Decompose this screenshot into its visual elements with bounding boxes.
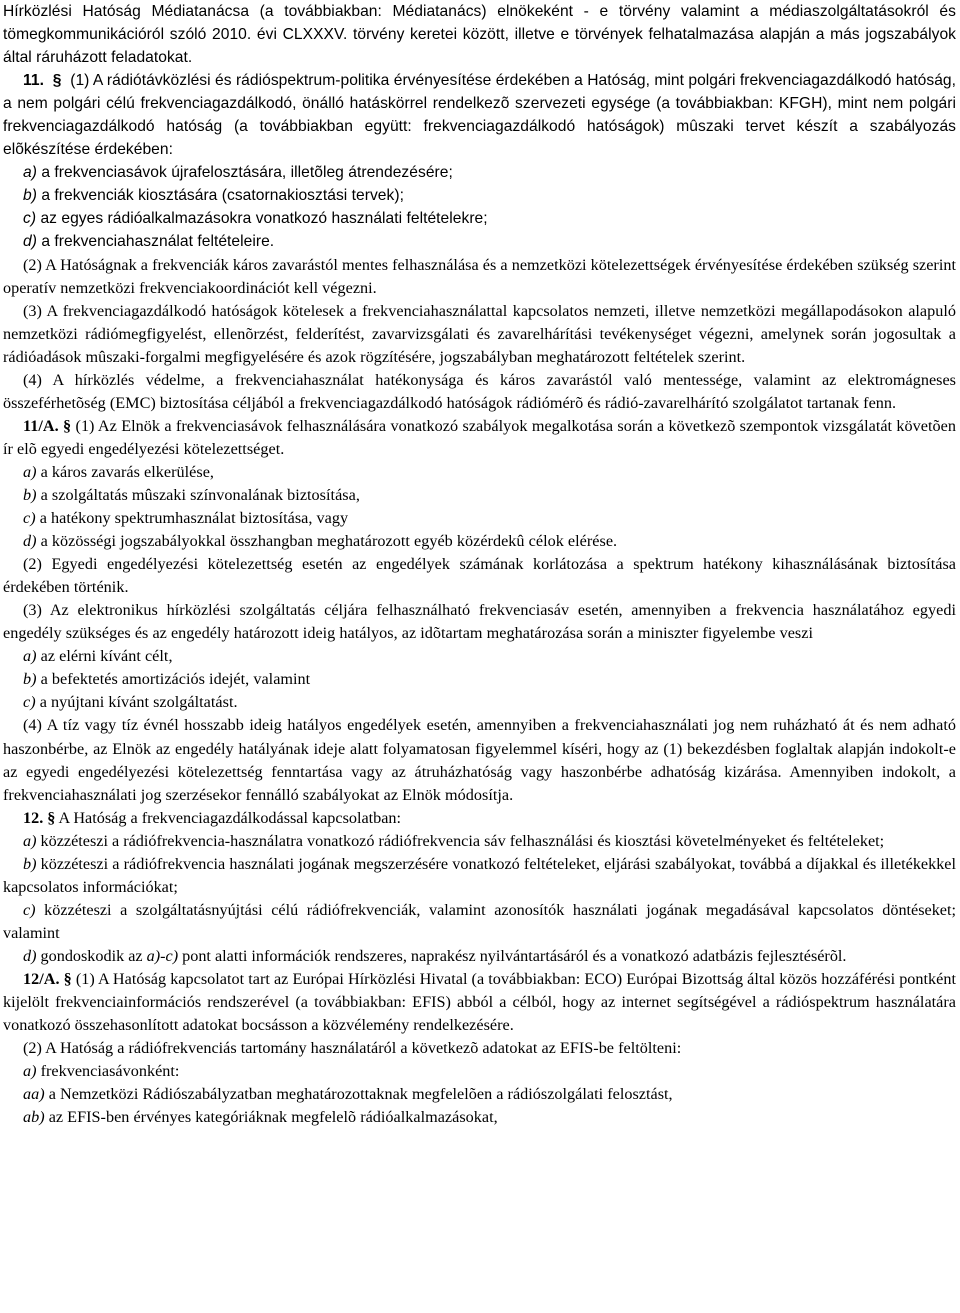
intro-text: Hírközlési Hatóság Médiatanácsa (a továbbiakban: Médiatanács) elnökeként - e törvény valamint a médiaszolgáltatásokról és tömegkommunikációról szóló 2010. évi CLXXXV. törvény keretei között, illetve e törvények felhatalmazása alapján a más jogszabályok által ráruházott feladatokat. (3, 3, 956, 67)
section-11-text: (1) A rádiótávközlési és rádióspektrum-politika érvényesítése érdekében a Hatóság, mint polgári frekvenciagazdálkodó hatóság, a nem polgári célú frekvenciagazdálkodó, önálló hatáskörrel rendelkezõ szervezeti egysége (a továbbiakban: KFGH), mint nem polgári frekvenciagazdálkodó hatóság (a továbbiakban együtt: frekvenciagazdálkodó hatóságok) mûszaki tervet készít a szabályozás elõkészítése érdekében: (3, 72, 957, 159)
list-item (3, 161, 956, 184)
list-item (3, 691, 956, 714)
list-item-text: a Nemzetközi Rádiószabályzatban meghatározottaknak megfelelõen a rádiószolgálati felosztást, (44, 1085, 673, 1104)
list-marker: a) (23, 164, 37, 182)
paragraph-text: (1) Az Elnök a frekvenciasávok felhasználására vonatkozó szabályok megalkotása során a következõ szempontok vizsgálatát követõen ír elõ egyedi engedélyezési kötelezettséget. (3, 416, 957, 458)
list-item (3, 899, 956, 945)
paragraph-text: (3) Az elektronikus hírközlési szolgáltatás céljára felhasználható frekvenciasáv esetén, amennyiben a frekvencia használatához egyedi engedély szükséges és az engedély határozott ideig hatályos, az idõtartam meghatározása során a miniszter figyelembe veszi (3, 601, 956, 643)
section-11a-paragraph-1 (3, 415, 956, 461)
list-marker: c) (23, 509, 36, 528)
section-11-number: 11. (23, 72, 44, 90)
list-item-text: a frekvenciahasználat feltételeire. (36, 233, 275, 251)
section-11-paragraph-1 (3, 69, 956, 161)
list-marker: b) (23, 187, 37, 205)
list-item-text: közzéteszi a rádiófrekvencia-használatra vonatkozó rádiófrekvencia sáv felhasználási és kiosztási követelményeket és feltételeket; (36, 831, 885, 850)
list-item (3, 230, 956, 253)
list-item-text: az egyes rádióalkalmazásokra vonatkozó használati feltételekre; (36, 210, 488, 228)
list-item (3, 645, 956, 668)
list-item-text: a hatékony spektrumhasználat biztosítása, vagy (35, 509, 349, 528)
section-sign: § (63, 416, 72, 435)
section-12a-paragraph-2 (3, 1037, 956, 1060)
list-marker: a) (23, 1062, 37, 1081)
list-marker: c) (23, 210, 37, 228)
list-marker: a) (23, 647, 37, 666)
list-item (3, 853, 956, 899)
section-11a-paragraph-4 (3, 714, 956, 806)
list-marker: a) (23, 831, 37, 850)
list-marker: d) (23, 233, 37, 251)
paragraph-text: (2) Egyedi engedélyezési kötelezettség esetén az engedélyek számának korlátozása a spektrum hatékony kihasználásának biztosítása érdekében történik. (3, 555, 956, 597)
list-marker: b) (23, 854, 37, 873)
list-marker: c) (23, 900, 36, 919)
section-12a-number: 12/A. (23, 969, 60, 988)
list-item-text: a befektetés amortizációs idejét, valamint (36, 670, 311, 689)
list-item-text: az elérni kívánt célt, (36, 647, 173, 666)
section-sign: § (63, 969, 72, 988)
paragraph-text: (3) A frekvenciagazdálkodó hatóságok kötelesek a frekvenciahasználattal kapcsolatos nemzeti, illetve nemzetközi megállapodásokon alapuló nemzetközi rádiómegfigyelést, ellenõrzést, felderítést, zavarvizsgálati és zavarelhárítási tevékenységet végezni, amelynek során jogosultak a rádióadások mûszaki-forgalmi megfigyelésére és azok rögzítésére, jogszabályban meghatározott feltételek szerint. (3, 301, 956, 366)
list-marker: d) (23, 946, 37, 965)
list-marker: b) (23, 485, 37, 504)
list-item-text: a közösségi jogszabályokkal összhangban meghatározott egyéb közérdekû célok elérése. (36, 532, 618, 551)
list-item (3, 530, 956, 553)
list-item-text: közzéteszi a rádiófrekvencia használati jogának megszerzésére vonatkozó feltételeket, eljárási szabályokat, továbbá a díjakkal és illetékekkel kapcsolatos információkat; (3, 854, 956, 896)
list-marker: b) (23, 670, 37, 689)
paragraph-text: A Hatóság a frekvenciagazdálkodással kapcsolatban: (55, 808, 402, 827)
paragraph-text: (2) A Hatóságnak a frekvenciák káros zavarástól mentes felhasználása és a nemzetközi kötelezettségek érvényesítése érdekében szükség szerint operatív nemzetközi frekvenciakoordinációt kell végezni. (3, 255, 956, 297)
list-item (3, 945, 956, 968)
list-marker: d) (23, 532, 37, 551)
list-item-text: frekvenciasávonként: (36, 1062, 180, 1081)
list-item (3, 507, 956, 530)
section-12-heading (3, 807, 956, 830)
list-item-text: pont alatti információk rendszeres, naprakész nyilvántartásáról és a vonatkozó adatbázis fejlesztésérõl. (178, 946, 847, 965)
list-item-text: gondoskodik az (36, 946, 147, 965)
list-item (3, 668, 956, 691)
section-11-paragraph-3 (3, 300, 956, 369)
list-marker: aa) (23, 1085, 45, 1104)
list-item (3, 484, 956, 507)
section-sign: § (47, 808, 56, 827)
section-11a-paragraph-3 (3, 599, 956, 645)
paragraph-text: (4) A tíz vagy tíz évnél hosszabb ideig hatályos engedélyek esetén, amennyiben a frekvenciahasználati jog nem ruházható át és nem adható haszonbérbe, az Elnök az engedély hatályának ideje alatt folyamatosan figyelemmel kíséri, hogy az (1) bekezdésben foglaltak alapján indokolt-e az egyedi engedélyezési kötelezettség fenntartása vagy az átruházhatóság vagy haszonbérbe adhatóság kizárása. Amennyiben indokolt, a frekvenciahasználati jog szerzésekor fennálló szabályokat az Elnök módosítja. (3, 716, 956, 804)
list-item (3, 1106, 956, 1129)
list-item-text: a frekvenciasávok újrafelosztására, illetõleg átrendezésére; (36, 164, 453, 182)
list-item-text: a frekvenciák kiosztására (csatornakiosztási tervek); (36, 187, 404, 205)
list-item-text: a káros zavarás elkerülése, (36, 462, 215, 481)
list-item (3, 1060, 956, 1083)
list-item-text: a szolgáltatás mûszaki színvonalának biztosítása, (36, 485, 360, 504)
list-item (3, 830, 956, 853)
section-11a-number: 11/A. (23, 416, 59, 435)
section-sign: § (52, 72, 62, 90)
list-item (3, 184, 956, 207)
section-12a-paragraph-1 (3, 968, 956, 1037)
section-11a-paragraph-2 (3, 553, 956, 599)
intro-paragraph (3, 0, 956, 69)
paragraph-text: (4) A hírközlés védelme, a frekvenciahasználat hatékonysága és káros zavarástól való mentessége, valamint az elektromágneses összeférhetõség (EMC) biztosítása céljából a frekvenciagazdálkodó hatóságok rádiómérõ és rádió-zavarelhárító szolgálatot tartanak fenn. (3, 370, 956, 412)
list-marker: a) (23, 462, 37, 481)
list-item-text: az EFIS-ben érvényes kategóriáknak megfelelõ rádióalkalmazásokat, (44, 1108, 498, 1127)
section-11-paragraph-4 (3, 369, 956, 415)
list-item (3, 461, 956, 484)
list-item (3, 1083, 956, 1106)
list-item-text: közzéteszi a szolgáltatásnyújtási célú rádiófrekvenciák, valamint azonosítók használati jogának megadásával kapcsolatos döntéseket; valamint (3, 900, 956, 942)
section-11-paragraph-2 (3, 254, 956, 300)
paragraph-text: (1) A Hatóság kapcsolatot tart az Európai Hírközlési Hivatal (a továbbiakban: ECO) Európai Bizottság által közös hozzáférési pontként kijelölt frekvenciainformációs rendszerével (a továbbiakban: EFIS) abból a célból, hogy az internet segítségével a rádióspektrum használatára vonatkozó összehasonlított adatokat bocsásson a közvélemény rendelkezésére. (3, 969, 957, 1035)
list-item (3, 207, 956, 230)
list-marker: ab) (23, 1108, 45, 1127)
list-reference: a)-c) (146, 946, 179, 965)
list-item-text: a nyújtani kívánt szolgáltatást. (35, 693, 238, 712)
paragraph-text: (2) A Hatóság a rádiófrekvenciás tartomány használatáról a következõ adatokat az EFIS-be feltölteni: (23, 1039, 682, 1058)
list-marker: c) (23, 693, 36, 712)
section-12-number: 12. (23, 808, 44, 827)
